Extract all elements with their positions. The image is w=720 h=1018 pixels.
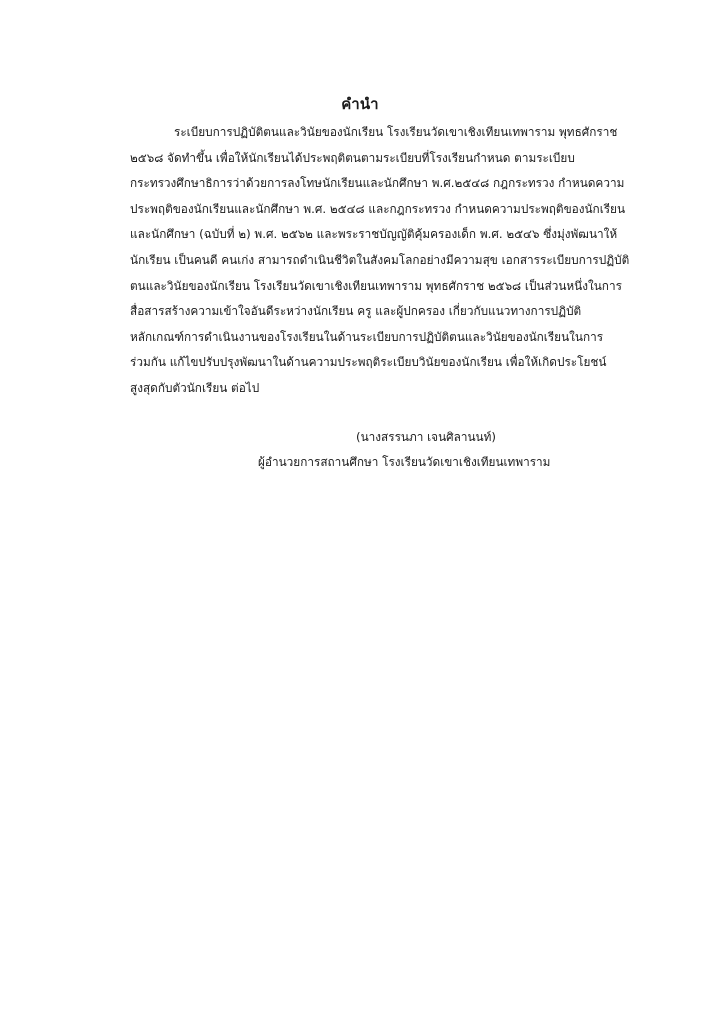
paragraph-line: สูงสุดกับตัวนักเรียน ต่อไป: [130, 380, 260, 395]
paragraph-line: หลักเกณฑ์การดำเนินงานของโรงเรียนในด้านระเบียบการปฏิบัติตนและวินัยของนักเรียนในการ: [130, 329, 604, 344]
paragraph-line: กระทรวงศึกษาธิการว่าด้วยการลงโทษนักเรียนและนักศึกษา พ.ศ.๒๕๔๘ กฎกระทรวง กำหนดความ: [130, 176, 625, 191]
paragraph-line: ๒๕๖๘ จัดทำขึ้น เพื่อให้นักเรียนได้ประพฤติตนตามระเบียบที่โรงเรียนกำหนด ตามระเบียบ: [130, 150, 575, 165]
signature-position: ผู้อำนวยการสถานศึกษา โรงเรียนวัดเขาเชิงเทียนเทพาราม: [258, 455, 551, 469]
paragraph-line: สื่อสารสร้างความเข้าใจอันดีระหว่างนักเรียน ครู และผู้ปกครอง เกี่ยวกับแนวทางการปฏิบัติ: [130, 304, 582, 319]
paragraph-line: และนักศึกษา (ฉบับที่ ๒) พ.ศ. ๒๕๖๒ และพระราชบัญญัติคุ้มครองเด็ก พ.ศ. ๒๕๔๖ ซึ่งมุ่งพัฒนาให้: [130, 227, 618, 242]
paragraph-line: ร่วมกัน แก้ไขปรับปรุงพัฒนาในด้านความประพฤติระเบียบวินัยของนักเรียน เพื่อให้เกิดประโยชน์: [130, 355, 607, 370]
preface-paragraph: [130, 120, 650, 402]
paragraph-line: ระเบียบการปฏิบัติตนและวินัยของนักเรียน โรงเรียนวัดเขาเชิงเทียนเทพาราม พุทธศักราช: [174, 125, 618, 139]
paragraph-line: ตนและวินัยของนักเรียน โรงเรียนวัดเขาเชิงเทียนเทพาราม พุทธศักราช ๒๕๖๘ เป็นส่วนหนึ่งในการ: [130, 278, 622, 293]
page-title: คำนำ: [341, 95, 379, 113]
paragraph-line: นักเรียน เป็นคนดี คนเก่ง สามารถดำเนินชีวิตในสังคมโลกอย่างมีความสุข เอกสารระเบียบการปฏิบัติ: [130, 252, 630, 267]
paragraph-line: ประพฤติของนักเรียนและนักศึกษา พ.ศ. ๒๕๔๘ และกฎกระทรวง กำหนดความประพฤติของนักเรียน: [130, 201, 626, 216]
signature-name: (นางสรรนภา เจนศิลานนท์): [356, 430, 496, 444]
